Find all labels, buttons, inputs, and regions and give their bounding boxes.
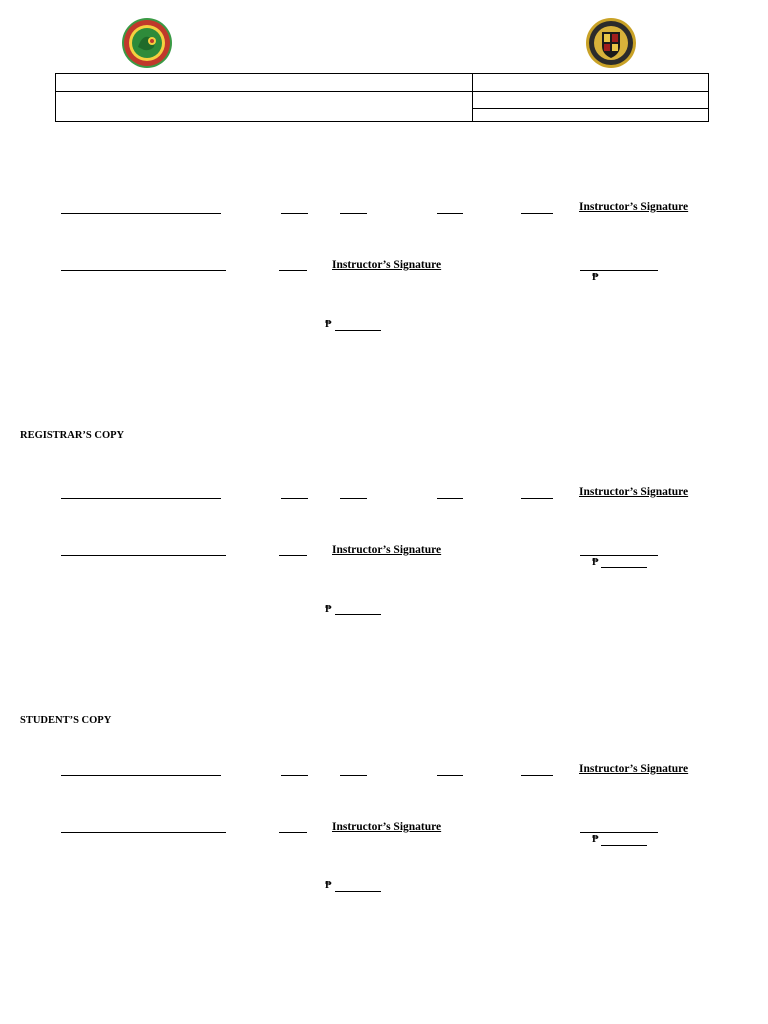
blank-field-line[interactable] [437,775,463,776]
blank-field-line[interactable] [279,270,307,271]
instructor-signature-label: Instructor’s Signature [579,201,689,213]
blank-field-line[interactable] [437,213,463,214]
peso-sign: ₱ [592,834,599,845]
peso-sign: ₱ [325,604,332,615]
university-seal-logo [116,17,178,69]
blank-field-line[interactable] [521,498,553,499]
instructor-signature-label: Instructor’s Signature [579,486,689,498]
amount-field-line[interactable] [601,845,647,846]
header-table-right-divider [472,108,709,109]
instructor-signature-label: Instructor’s Signature [332,544,442,556]
crest-seal-icon [582,17,640,69]
student-copy-label: STUDENT’S COPY [20,715,112,726]
blank-field-line[interactable] [281,775,308,776]
name-field-line[interactable] [61,555,226,556]
blank-field-line[interactable] [279,832,307,833]
name-field-line[interactable] [61,832,226,833]
blank-field-line[interactable] [521,213,553,214]
registrar-copy-label: REGISTRAR’S COPY [20,430,125,441]
blank-field-line[interactable] [281,213,308,214]
instructor-signature-label: Instructor’s Signature [579,763,689,775]
blank-field-line[interactable] [521,775,553,776]
institution-crest-logo [582,17,640,69]
peso-sign: ₱ [592,272,599,283]
seal-green-icon [116,17,178,69]
amount-field-line[interactable] [580,555,658,556]
amount-field-line[interactable] [580,270,658,271]
name-field-line[interactable] [61,270,226,271]
amount-field-line[interactable] [601,567,647,568]
header-table-row-divider [55,91,709,92]
header-info-table [55,73,709,122]
blank-field-line[interactable] [437,498,463,499]
blank-field-line[interactable] [340,213,367,214]
blank-field-line[interactable] [340,775,367,776]
name-field-line[interactable] [61,498,221,499]
header-table-column-divider [472,73,473,122]
amount-field-line[interactable] [335,614,381,615]
name-field-line[interactable] [61,213,221,214]
peso-sign: ₱ [325,319,332,330]
peso-sign: ₱ [325,880,332,891]
instructor-signature-label: Instructor’s Signature [332,259,442,271]
amount-field-line[interactable] [335,891,381,892]
amount-field-line[interactable] [335,330,381,331]
instructor-signature-label: Instructor’s Signature [332,821,442,833]
blank-field-line[interactable] [281,498,308,499]
blank-field-line[interactable] [340,498,367,499]
blank-field-line[interactable] [279,555,307,556]
amount-field-line[interactable] [580,832,658,833]
peso-sign: ₱ [592,557,599,568]
name-field-line[interactable] [61,775,221,776]
